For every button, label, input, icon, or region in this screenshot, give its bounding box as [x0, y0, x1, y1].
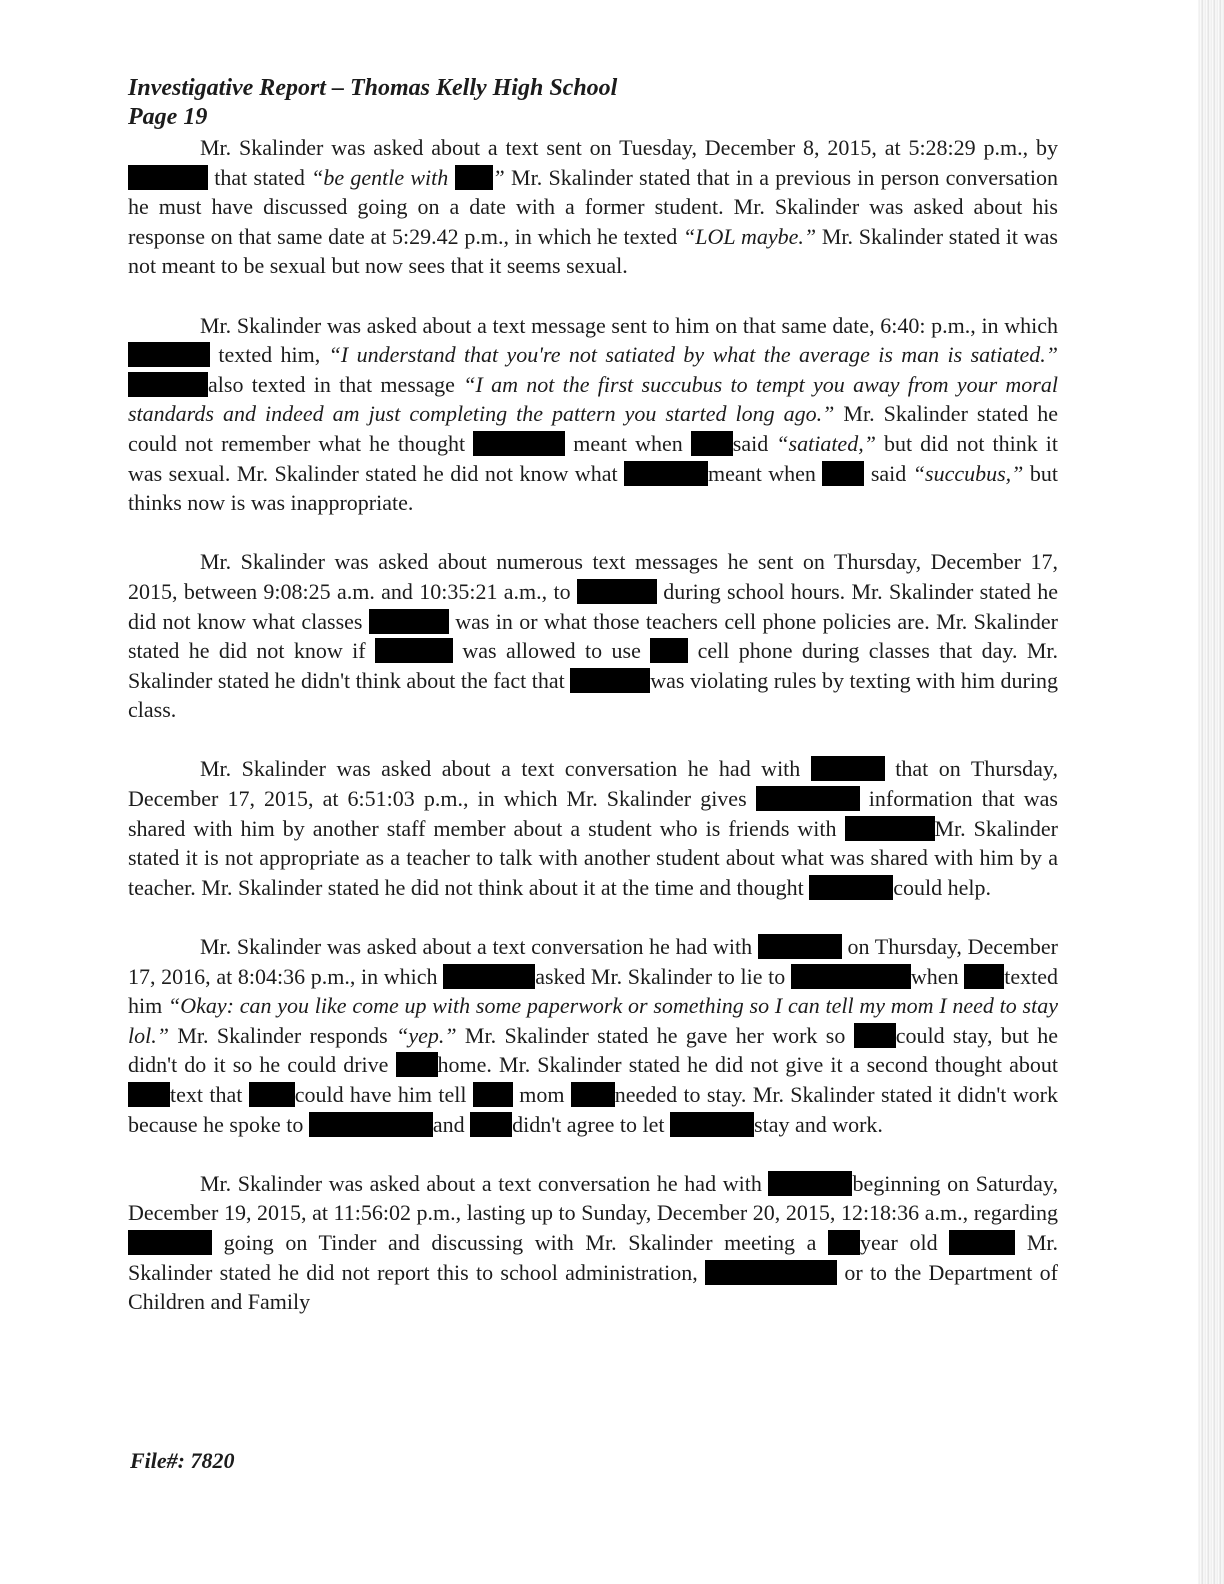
- page-number: Page 19: [128, 104, 208, 130]
- text-span: or to the Department of Children and Family: [128, 1259, 1058, 1315]
- redaction-box: [128, 342, 210, 367]
- text-span: Mr. Skalinder was asked about a text conversation he had with: [200, 756, 811, 782]
- text-span: beginning on Saturday, December 19, 2015, at 11:56:02 p.m., lasting up to Sunday, December 20, 2015, 12:18:36 a.m., regarding: [128, 1170, 1059, 1226]
- text-span: information that was shared with him by another staff member about a student who is friends with: [128, 786, 1058, 841]
- redaction-box: [309, 1112, 433, 1137]
- redaction-box: [758, 934, 842, 959]
- redaction-box: [964, 964, 1004, 989]
- redaction-box: [791, 964, 911, 989]
- redaction-box: [128, 1230, 212, 1255]
- redaction-box: [473, 431, 565, 456]
- quoted-text: “I am not the first succubus to tempt you away from your moral standards and indeed am just completing the pattern you started long ago.”: [128, 371, 1058, 427]
- text-span: on Thursday, December 17, 2016, at 8:04:36 p.m., in which: [128, 934, 1058, 989]
- quoted-text: “LOL maybe.”: [683, 223, 817, 249]
- redaction-box: [128, 372, 208, 397]
- text-span: Mr. Skalinder responds: [168, 1022, 397, 1048]
- text-span: Mr. Skalinder was asked about a text conversation he had with: [200, 1170, 769, 1196]
- text-span: but did not think it was sexual. Mr. Skalinder stated he did not know what: [128, 430, 1058, 486]
- text-span: going on Tinder and discussing with Mr. Skalinder meeting a: [212, 1229, 828, 1255]
- redaction-box: [570, 668, 650, 693]
- redaction-box: [809, 875, 893, 900]
- report-body: [128, 133, 1058, 1317]
- text-span: but thinks now is was inappropriate.: [128, 460, 1058, 516]
- redaction-box: [828, 1230, 860, 1255]
- redaction-box: [822, 461, 864, 486]
- redaction-box: [650, 638, 688, 663]
- text-span: didn't agree to let: [512, 1111, 671, 1137]
- text-span: that stated: [208, 164, 312, 190]
- quoted-text: “succubus,”: [912, 460, 1024, 486]
- text-span: texted him,: [210, 342, 329, 368]
- text-span: that on Thursday, December 17, 2015, at 6:51:03 p.m., in which Mr. Skalinder gives: [128, 756, 1058, 812]
- text-span: asked Mr. Skalinder to lie to: [535, 963, 791, 989]
- text-span: meant when: [708, 460, 823, 486]
- redaction-box: [949, 1230, 1015, 1255]
- redaction-box: [369, 609, 449, 634]
- quoted-text: ”: [492, 164, 505, 190]
- text-span: needed to stay. Mr. Skalinder stated it didn't work because he spoke to: [128, 1082, 1058, 1137]
- text-span: when: [910, 963, 965, 989]
- quoted-text: “be gentle with: [311, 164, 455, 190]
- redaction-box: [455, 165, 493, 190]
- file-number: File#: 7820: [130, 1448, 235, 1473]
- redaction-box: [577, 579, 657, 604]
- text-span: during school hours. Mr. Skalinder stated he did not know what classes: [128, 578, 1059, 634]
- redaction-box: [396, 1052, 438, 1077]
- text-span: mom: [512, 1082, 571, 1107]
- redaction-box: [854, 1023, 896, 1048]
- paragraph-3: [128, 547, 1058, 725]
- paragraph-5: [128, 932, 1058, 1139]
- report-title: Investigative Report – Thomas Kelly High School: [128, 75, 618, 101]
- quoted-text: “yep.”: [396, 1022, 457, 1048]
- text-span: also texted in that message: [208, 371, 464, 397]
- redaction-box: [443, 964, 535, 989]
- text-span: year old: [860, 1229, 950, 1255]
- redaction-box: [705, 1260, 837, 1285]
- text-span: Mr. Skalinder stated he could not remember what he thought: [128, 401, 1059, 456]
- redaction-box: [128, 1082, 170, 1107]
- redaction-box: [128, 165, 208, 190]
- text-span: stay and work.: [754, 1111, 883, 1137]
- text-span: was violating rules by texting with him during class.: [128, 667, 1058, 723]
- text-span: could have him tell: [294, 1082, 473, 1107]
- redaction-box: [470, 1112, 512, 1137]
- text-span: said: [732, 430, 777, 456]
- text-span: Mr. Skalinder stated it is not appropriate as a teacher to talk with another student about what was shared with him by a teacher. Mr. Skalinder stated he did not think about it at the time and thought: [128, 815, 1058, 900]
- redaction-box: [375, 638, 453, 663]
- paragraph-6: [128, 1169, 1058, 1317]
- text-span: Mr. Skalinder stated that in a previous in person conversation he must have discussed going on a date with a former student. Mr. Skalinder was asked about his response on that same date at 5:29.42 p.m., in which he texted: [128, 164, 1058, 249]
- text-span: meant when: [565, 430, 691, 456]
- redaction-box: [571, 1082, 615, 1107]
- quoted-text: “Okay: can you like come up with some paperwork or something so I can tell my mom I need to stay lol.”: [128, 993, 1058, 1048]
- text-span: cell phone during classes that day. Mr. Skalinder stated he didn't think about the fact that: [128, 638, 1059, 693]
- text-span: Mr. Skalinder was asked about numerous text messages he sent on Thursday, December 17, 2015, between 9:08:25 a.m. and 10:35:21 a.m., to: [128, 549, 1058, 604]
- paragraph-2: [128, 311, 1058, 518]
- redaction-box: [249, 1082, 295, 1107]
- quoted-text: “satiated,”: [776, 430, 876, 456]
- text-span: said: [864, 460, 913, 486]
- text-span: could stay, but he didn't do it so he could drive: [128, 1022, 1059, 1078]
- scan-edge: [1198, 0, 1224, 1584]
- paragraph-4: [128, 754, 1058, 902]
- text-span: was in or what those teachers cell phone policies are. Mr. Skalinder stated he did not know if: [128, 608, 1058, 664]
- quoted-text: “I understand that you're not satiated by what the average is man is satiated.”: [328, 342, 1058, 368]
- redaction-box: [845, 816, 935, 841]
- redaction-box: [473, 1082, 513, 1107]
- redaction-box: [756, 786, 860, 811]
- text-span: home. Mr. Skalinder stated he did not give it a second thought about: [437, 1052, 1059, 1078]
- redaction-box: [768, 1171, 852, 1196]
- text-span: and: [432, 1111, 471, 1137]
- report-header: [128, 74, 617, 132]
- text-span: Mr. Skalinder was asked about a text conversation he had with: [200, 934, 758, 960]
- redaction-box: [670, 1112, 754, 1137]
- redaction-box: [624, 461, 708, 486]
- text-span: Mr. Skalinder stated it was not meant to be sexual but now sees that it seems sexual.: [128, 223, 1058, 279]
- redaction-box: [811, 756, 885, 781]
- redaction-box: [691, 431, 733, 456]
- paragraph-1: [128, 133, 1058, 281]
- text-span: texted him: [128, 963, 1058, 1019]
- text-span: was allowed to use: [452, 638, 651, 664]
- text-span: Mr. Skalinder stated he did not report this to school administration,: [128, 1229, 1058, 1285]
- text-span: Mr. Skalinder stated he gave her work so: [456, 1022, 854, 1048]
- text-span: Mr. Skalinder was asked about a text sent on Tuesday, December 8, 2015, at 5:28:29 p.m., by: [200, 135, 1058, 160]
- text-span: text that: [170, 1082, 249, 1107]
- text-span: Mr. Skalinder was asked about a text message sent to him on that same date, 6:40: p.m., in which: [200, 312, 1058, 338]
- text-span: could help.: [893, 874, 992, 900]
